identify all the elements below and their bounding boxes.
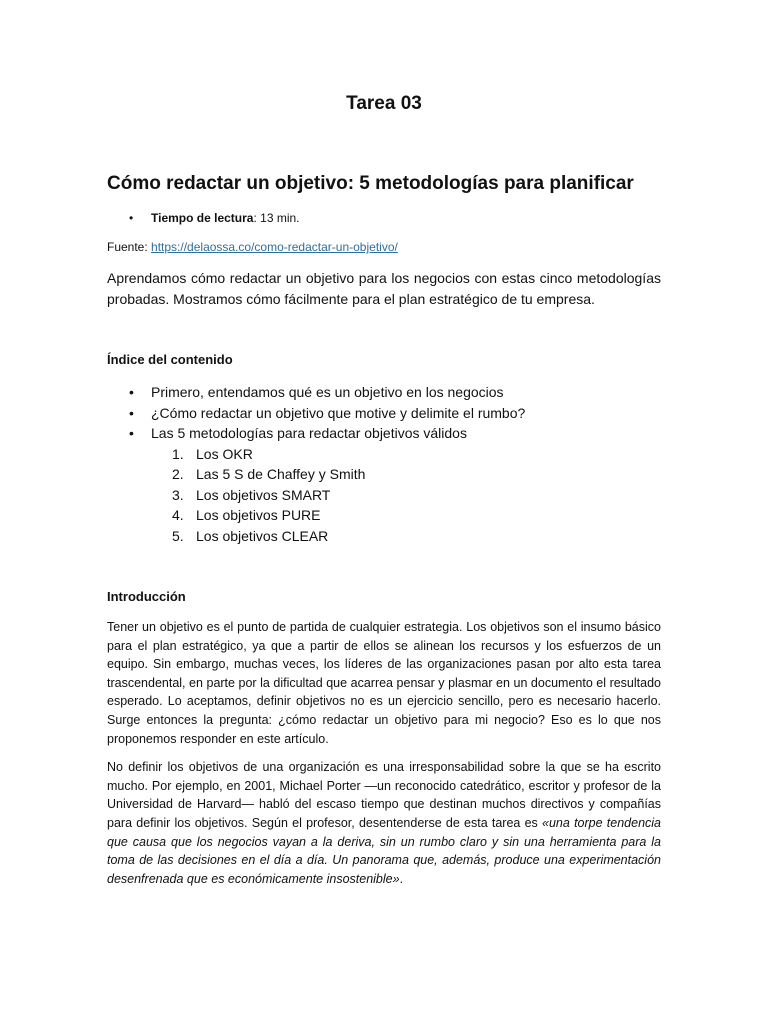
bullet-icon: • (129, 425, 134, 441)
methodology-text: Los OKR (196, 445, 253, 462)
reading-time-label: Tiempo de lectura (151, 211, 254, 225)
task-title: Tarea 03 (346, 93, 422, 114)
index-heading: Índice del contenido (107, 352, 233, 367)
intro-paragraph: Aprendamos cómo redactar un objetivo para los negocios con estas cinco metodologías probadas. Mostramos cómo fácilmente para el plan estratégico de tu empresa. (107, 270, 661, 307)
methodology-item (151, 485, 661, 506)
bullet-icon: • (129, 404, 134, 421)
list-number: 4. (172, 507, 184, 523)
methodology-item (151, 526, 661, 547)
introduction-heading: Introducción (107, 589, 186, 604)
porter-quote: «una torpe tendencia que causa que los negocios vayan a la deriva, sin un rumbo claro y sin una herramienta para la toma de las decisiones en el día a día. Un panorama que, además, produce una experimentación desenfrenada que es económicamente insostenible» (107, 815, 661, 886)
source-line (107, 239, 661, 255)
reading-time-list (107, 210, 661, 226)
source-label: Fuente: (107, 240, 152, 254)
methodology-text: Los objetivos CLEAR (196, 527, 329, 544)
methodology-item (151, 505, 661, 526)
toc-item (107, 403, 661, 424)
bullet-icon: • (129, 211, 134, 225)
methodology-item (151, 464, 661, 485)
reading-time-value: : 13 min. (253, 211, 300, 225)
list-number: 3. (172, 486, 184, 503)
toc-item-text: ¿Cómo redactar un objetivo que motive y delimite el rumbo? (151, 404, 526, 421)
table-of-contents (107, 382, 661, 546)
methodology-item (151, 444, 661, 465)
toc-item (107, 423, 661, 546)
paragraph-end: . (399, 871, 404, 886)
toc-item-text: Las 5 metodologías para redactar objetivos válidos (151, 425, 467, 441)
list-number: 5. (172, 527, 184, 544)
list-number: 2. (172, 466, 184, 482)
methodology-text: Las 5 S de Chaffey y Smith (196, 466, 366, 482)
introduction-paragraph-2 (107, 758, 661, 888)
introduction-paragraph-1: Tener un objetivo es el punto de partida de cualquier estrategia. Los objetivos son el insumo básico para el plan estratégico, ya que a partir de ellos se alinean los recursos y los esfuerzos de un equipo. Sin embargo, muchas veces, los líderes de las organizaciones pasan por alto esta tarea trascendental, en parte por la dificultad que acarrea pensar y plasmar en un documento el resultado esperado. Lo aceptamos, definir objetivos no es un ejercicio sencillo, pero es necesario hacerlo. Surge entonces la pregunta: ¿cómo redactar un objetivo para mi negocio? Eso es lo que nos proponemos responder en este artículo. (107, 620, 661, 746)
article-title: Cómo redactar un objetivo: 5 metodologías para planificar (107, 173, 634, 194)
source-link[interactable]: https://delaossa.co/como-redactar-un-objetivo/ (151, 240, 398, 254)
bullet-icon: • (129, 384, 134, 400)
toc-item-text: Primero, entendamos qué es un objetivo en los negocios (151, 384, 504, 400)
methodology-text: Los objetivos PURE (196, 507, 321, 523)
methodology-list (151, 444, 661, 547)
toc-item (107, 382, 661, 403)
reading-time-item (107, 210, 661, 226)
list-number: 1. (172, 445, 184, 462)
methodology-text: Los objetivos SMART (196, 486, 331, 503)
paragraph-text: No definir los objetivos de una organización es una irresponsabilidad sobre la que se ha escrito mucho. Por ejemplo, en 2001, Michael Porter —un reconocido catedrático, escritor y profesor de la Universidad de Harvard— habló del escaso tiempo que destinan muchos directivos y compañías para definir los objetivos. Según el profesor, desentenderse de esta tarea es (107, 760, 661, 830)
